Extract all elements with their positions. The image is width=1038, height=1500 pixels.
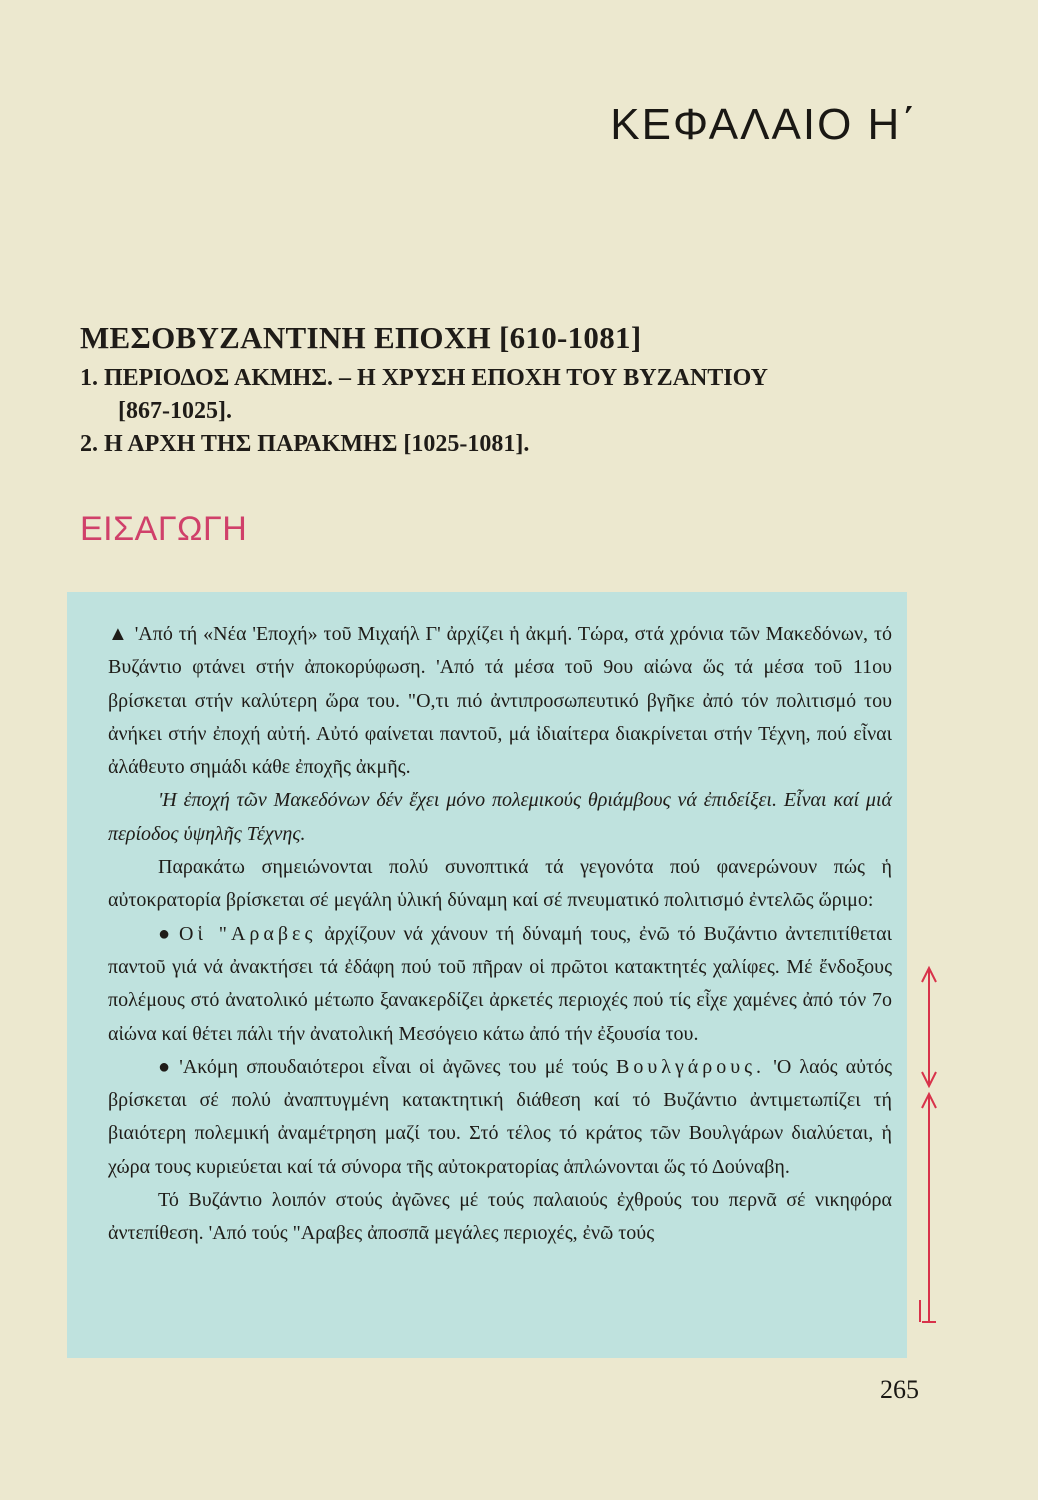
paragraph-1-text: 'Από τή «Νέα 'Εποχή» τοῦ Μιχαήλ Γ' ἀρχίζει ἡ ἀκμή. Τώρα, στά χρόνια τῶν Μακεδόνων, τό Βυζάντιο φτάνει στήν ἀποκορύφωση. 'Από τά μέσα τοῦ 9ου αἰώνα ὥς τά μέσα τοῦ 11ου βρίσκεται στήν καλύτερη ὥρα του. "Ο,τι πιό ἀντιπροσωπευτικό βγῆκε ἀπό τόν πολιτισμό του ἀνήκει στήν ἐποχή αὐτή. Αὐτό φαίνεται παντοῦ, μά ἰδιαίτερα διακρίνεται στήν Τέχνη, πού εἶναι ἀλάθευτο σημάδι κάθε ἐποχῆς ἀκμῆς. xyxy=(108,623,892,779)
bullet-text-arabs: ἀρχίζουν νά χάνουν τή δύναμή τους, ἐνῶ τό Βυζάντιο ἀντεπιτίθεται παντοῦ γιά νά ἀνακτήσει τά ἐδάφη πού τοῦ πῆραν οἱ πρῶτοι κατακτητές χαλίφες. Μέ ἔνδοξους πολέμους στό ἀνατολικό μέτωπο ξανακερδίζει ἀρκετές περιοχές πού τίς εἶχε χαμένες ἀπό τόν 7ο αἰώνα καί θέτει πάλι τήν ἀνατολική Μεσόγειο κάτω ἀπό τήν ἐξουσία του. xyxy=(108,922,892,1045)
triangle-marker-icon: ▲ xyxy=(108,623,129,645)
chapter-heading: ΚΕΦΑΛΑΙΟ Η΄ xyxy=(610,100,918,149)
red-arrow-marks-icon xyxy=(920,968,936,1322)
page-number: 265 xyxy=(880,1375,919,1404)
bullet-text-bulgarians: 'Ο λαός αὐτός βρίσκεται σέ πολύ ἀναπτυγμένη κατακτητική διάθεση καί τό Βυζάντιο ἀντιμετωπίζει τή βιαιότερη πολεμική ἀναμέτρηση μαζί του. Στό τέλος τό κράτος τῶν Βουλγάρων διαλύεται, ἡ χώρα τους κυριεύεται καί τά σύνορα τῆς αὐτοκρατορίας ἁπλώνονται ὥς τό Δούναβη. xyxy=(108,1055,892,1178)
part-line-2: 2. Η ΑΡΧΗ ΤΗΣ ΠΑΡΑΚΜΗΣ [1025-1081]. xyxy=(80,431,530,457)
bullet-icon: ● xyxy=(158,1055,174,1078)
intro-heading: ΕΙΣΑΓΩΓΗ xyxy=(80,510,248,548)
paragraph-4: Τό Βυζάντιο λοιπόν στούς ἀγῶνες μέ τούς παλαιούς ἐχθρούς του περνᾶ σέ νικηφόρα ἀντεπίθεση. 'Από τούς "Αραβες ἀποσπᾶ μεγάλες περιοχές, ἐνῶ τούς xyxy=(108,1189,892,1245)
paragraph-3: Παρακάτω σημειώνονται πολύ συνοπτικά τά γεγονότα πού φανερώνουν πώς ἡ αὐτοκρατορία βρίσκεται σέ μεγάλη ὑλική δύναμη καί σέ πνευματικό πολιτισμό ἐντελῶς ὥριμο: xyxy=(108,856,892,912)
paragraph-2: 'Η ἐποχή τῶν Μακεδόνων δέν ἔχει μόνο πολεμικούς θριάμβους νά ἐπιδείξει. Εἶναι καί μιά περίοδος ὑψηλῆς Τέχνης. xyxy=(108,789,892,845)
bullet-lead-arabs: Οἱ "Αραβες xyxy=(179,922,317,945)
part-title: ΜΕΣΟΒΥΖΑΝΤΙΝΗ ΕΠΟΧΗ [610-1081] xyxy=(80,320,642,355)
part-line-1-dates: [867-1025]. xyxy=(118,398,232,424)
bullet-lead-bulgarians: Βουλγάρους. xyxy=(616,1055,766,1078)
bullet-icon: ● xyxy=(158,922,174,945)
part-line-1: 1. ΠΕΡΙΟΔΟΣ ΑΚΜΗΣ. – Η ΧΡΥΣΗ ΕΠΟΧΗ ΤΟΥ ΒΥΖΑΝΤΙΟΥ xyxy=(80,365,768,391)
bullet-pre-bulgarians: 'Ακόμη σπουδαιότεροι εἶναι οἱ ἀγῶνες του μέ τούς xyxy=(179,1055,608,1078)
